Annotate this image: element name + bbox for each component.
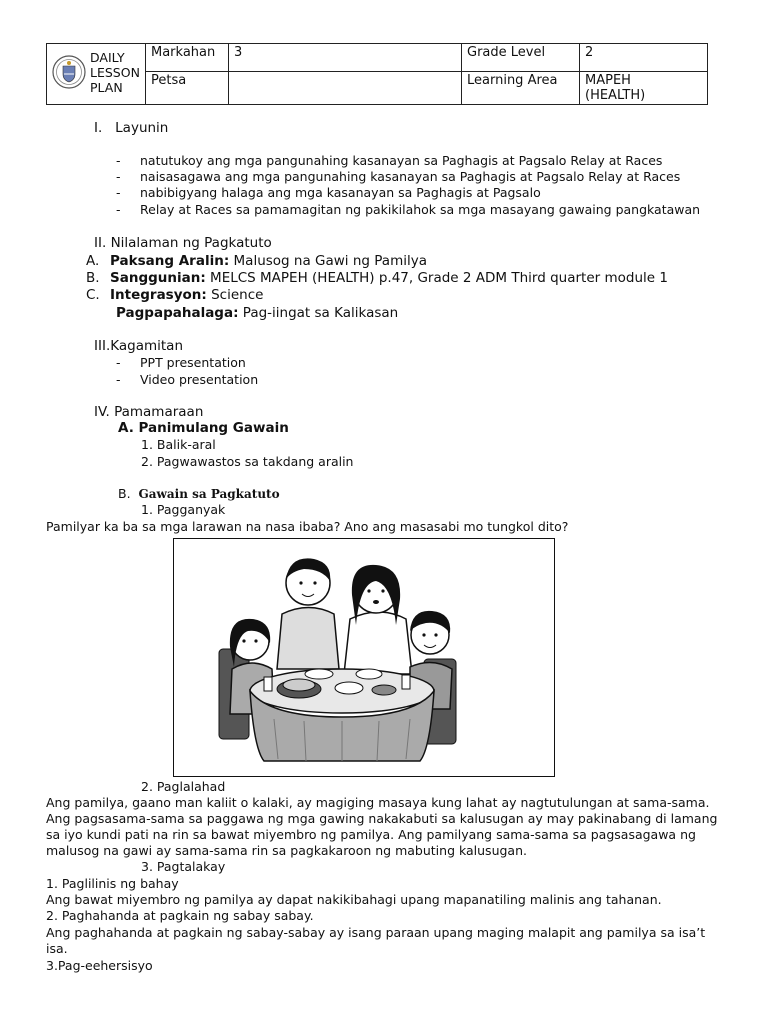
- objective-item: - natutukoy ang mga pangunahing kasanayan sa Paghagis at Pagsalo Relay at Races: [116, 153, 663, 168]
- markahan-value: 3: [229, 44, 462, 72]
- discussion-line: Ang paghahanda at pagkain ng sabay-sabay ay isang paraan upang maging malapit ang pamilya sa isa’t: [46, 925, 706, 940]
- family-dining-image: [174, 539, 554, 776]
- petsa-value: [229, 72, 462, 105]
- paragraph-line: Ang pamilya, gaano man kaliit o kalaki, ay magiging masaya kung lahat ay nagtutulungan at sama-sama.: [46, 795, 710, 810]
- discussion-line: isa.: [46, 941, 68, 956]
- pagpapahalaga: Pagpapahalaga: Pag-iingat sa Kalikasan: [116, 305, 399, 321]
- petsa-label: Petsa: [146, 72, 229, 105]
- section-1-heading: I. Layunin: [94, 120, 169, 136]
- grade-value: 2: [580, 44, 708, 72]
- dlp-title: DAILY LESSON PLAN: [90, 49, 140, 95]
- deped-seal-icon: [52, 55, 86, 89]
- discussion-line: 2. Paghahanda at pagkain ng sabay sabay.: [46, 908, 314, 923]
- pagganyak-item: 1. Pagganyak: [141, 502, 226, 517]
- header-table: [46, 43, 708, 105]
- section-2-heading: II. Nilalaman ng Pagkatuto: [94, 235, 272, 251]
- sanggunian: B. Sanggunian: MELCS MAPEH (HEALTH) p.47, Grade 2 ADM Third quarter module 1: [86, 270, 668, 286]
- panimulang-item: 1. Balik-aral: [141, 437, 216, 452]
- area-label: Learning Area: [462, 72, 580, 105]
- paragraph-line: sa iyo kundi pati na rin sa bawat miyembro ng pamilya. Ang pamilyang sama-sama sa pagsasagawa ng: [46, 827, 696, 842]
- motivation-question: Pamilyar ka ba sa mga larawan na nasa ibaba? Ano ang masasabi mo tungkol dito?: [46, 519, 569, 534]
- grade-label: Grade Level: [462, 44, 580, 72]
- paragraph-line: Ang pagsasama-sama sa paggawa ng mga gawing nakakabuti sa kalusugan ay may pakinabang di lamang: [46, 811, 718, 826]
- area-value: MAPEH (HEALTH): [580, 72, 708, 105]
- family-meal-illustration: [173, 538, 555, 777]
- paksang-aralin: A. Paksang Aralin: Malusog na Gawi ng Pamilya: [86, 253, 427, 269]
- discussion-line: 1. Paglilinis ng bahay: [46, 876, 179, 891]
- panimulang-item: 2. Pagwawastos sa takdang aralin: [141, 454, 354, 469]
- section-4-heading: IV. Pamamaraan: [94, 404, 204, 420]
- paglalahad-item: 2. Paglalahad: [141, 779, 226, 794]
- objective-item: - naisasagawa ang mga pangunahing kasanayan sa Paghagis at Pagsalo Relay at Races: [116, 169, 681, 184]
- panimulang-gawain-heading: A. Panimulang Gawain: [118, 420, 289, 436]
- markahan-label: Markahan: [146, 44, 229, 72]
- pagtalakay-item: 3. Pagtalakay: [141, 859, 226, 874]
- objective-item: - nabibigyang halaga ang mga kasanayan sa Paghagis at Pagsalo: [116, 185, 541, 200]
- paragraph-line: malusog na gawi ay sama-sama rin sa pagkakaroon ng mabuting kalusugan.: [46, 843, 527, 858]
- logo-cell: [47, 44, 146, 105]
- material-item: - Video presentation: [116, 372, 259, 387]
- section-3-heading: III.Kagamitan: [94, 338, 184, 354]
- material-item: - PPT presentation: [116, 355, 246, 370]
- gawain-heading: B. Gawain sa Pagkatuto: [118, 486, 280, 501]
- discussion-line: 3.Pag-eehersisyo: [46, 958, 153, 973]
- discussion-line: Ang bawat miyembro ng pamilya ay dapat nakikibahagi upang mapanatiling malinis ang tahanan.: [46, 892, 662, 907]
- objective-item: - Relay at Races sa pamamagitan ng pakikilahok sa mga masayang gawaing pangkatawan: [116, 202, 701, 217]
- integrasyon: C. Integrasyon: Science: [86, 287, 264, 303]
